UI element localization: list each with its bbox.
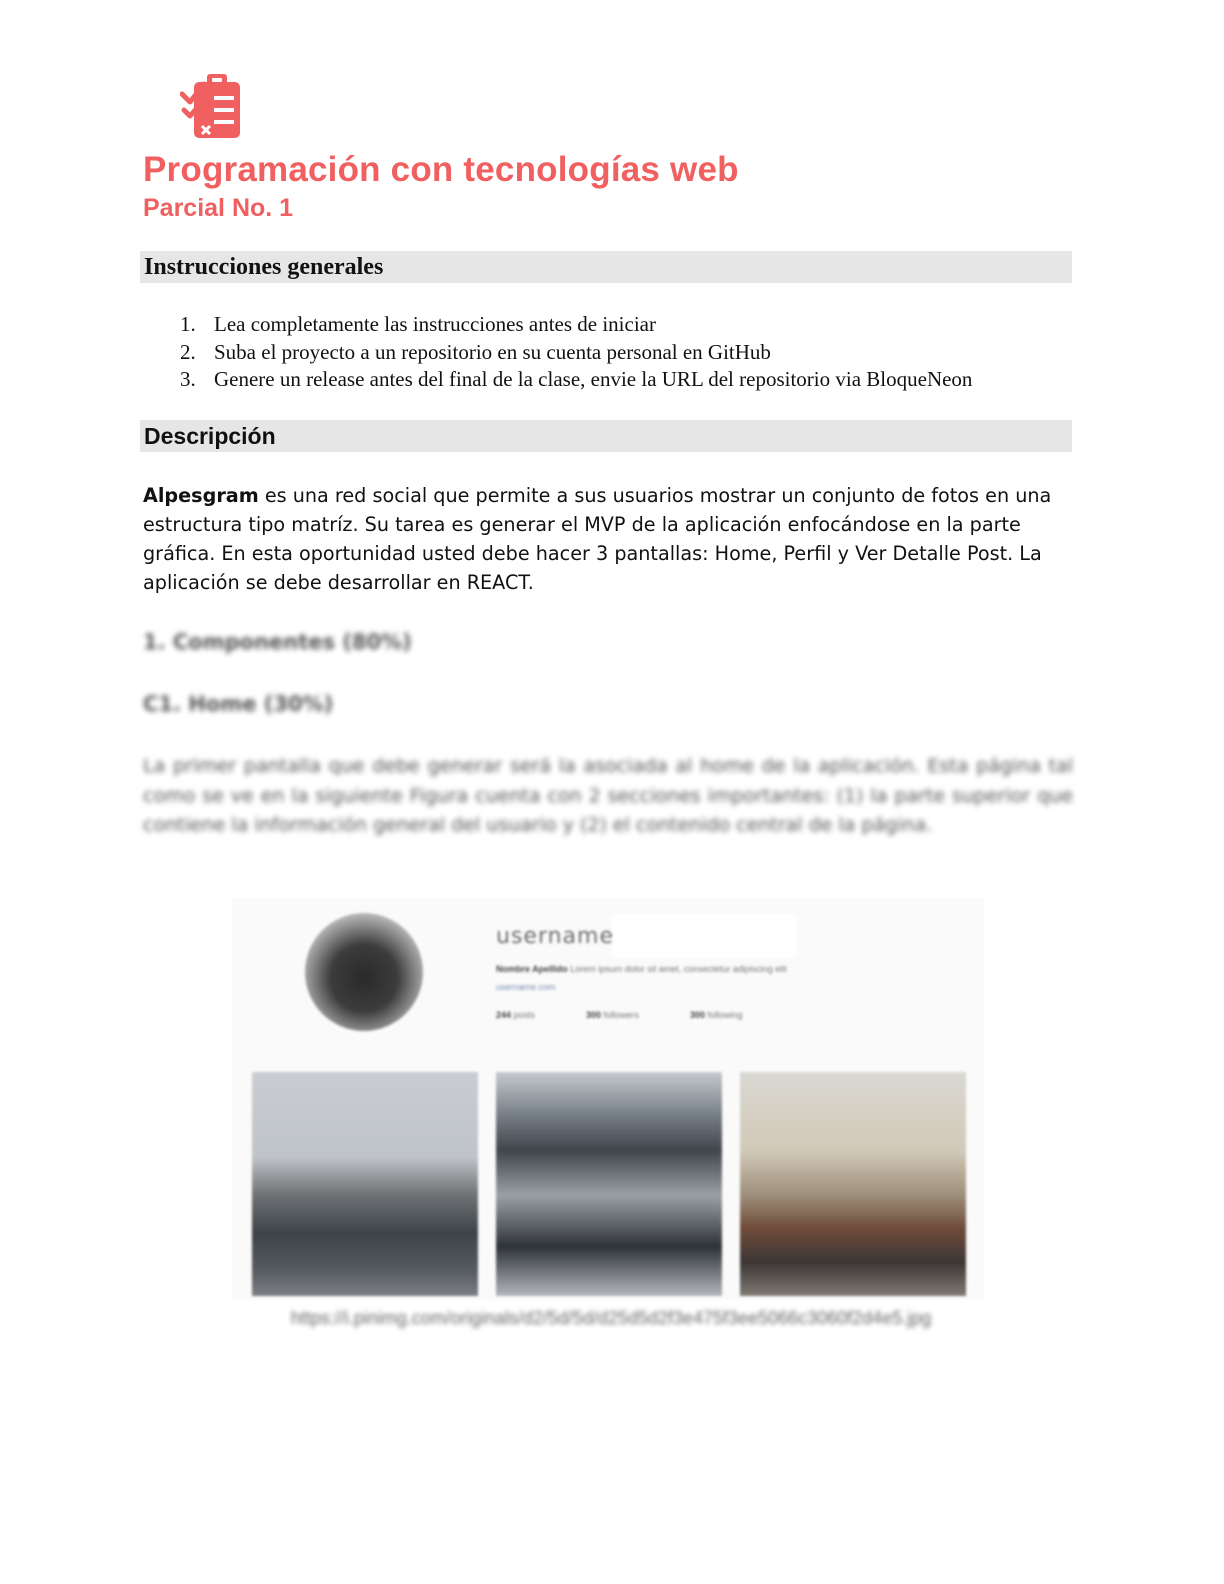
stat-label: following — [707, 1010, 743, 1020]
profile-username: username — [496, 924, 614, 949]
figure-caption: https://i.pinimg.com/originals/d2/5d/5d/d25d5d2f3e475f3ee5066c3060f2d4e5.jpg — [290, 1308, 932, 1328]
photo-thumbnail — [496, 1072, 722, 1296]
section-heading-label: Descripción — [144, 422, 276, 449]
home-heading: C1. Home (30%) — [143, 692, 334, 716]
home-paragraph: La primer pantalla que debe generar será la asociada al home de la aplicación. Esta página tal como se ve en la siguiente Figura cuenta con 2 secciones importantes: (1) la parte superior que contiene la información general del usuario y (2) el contenido central de la página. — [143, 755, 1073, 836]
stat-label: posts — [513, 1010, 536, 1020]
profile-stat-posts — [496, 1010, 535, 1020]
profile-bio-text: Lorem ipsum dolor sit amet, consectetur adipiscing elit — [570, 964, 787, 974]
section-heading-description — [140, 420, 1072, 452]
profile-mockup-figure — [232, 898, 984, 1300]
avatar — [305, 913, 423, 1031]
list-item-text: Suba el proyecto a un repositorio en su cuenta personal en GitHub — [214, 339, 771, 364]
list-item — [180, 366, 972, 394]
instructions-list — [180, 311, 972, 394]
profile-action-area — [612, 914, 796, 958]
stat-value: 244 — [496, 1010, 512, 1020]
profile-stat-followers — [586, 1010, 639, 1020]
stat-value: 300 — [586, 1010, 602, 1020]
profile-link: username.com — [496, 982, 556, 992]
list-item-text: Lea completamente las instrucciones antes de iniciar — [214, 312, 656, 336]
list-item — [180, 339, 972, 367]
stat-label: followers — [603, 1010, 640, 1020]
list-item-number: 1. — [180, 312, 196, 336]
app-name: Alpesgram — [143, 484, 259, 507]
list-item-text: Genere un release antes del final de la clase, envie la URL del repositorio via BloqueNeon — [214, 367, 973, 391]
stat-value: 300 — [690, 1010, 706, 1020]
page-subtitle: Parcial No. 1 — [143, 194, 294, 222]
section-heading-label: Instrucciones generales — [144, 253, 384, 280]
clipboard-checklist-icon — [180, 70, 252, 142]
profile-bio — [496, 964, 787, 974]
photo-thumbnail — [252, 1072, 478, 1296]
profile-bio-name: Nombre Apellido — [496, 964, 568, 974]
photo-thumbnail — [740, 1072, 966, 1296]
list-item — [180, 311, 972, 339]
list-item-number: 2. — [180, 339, 196, 364]
description-paragraph — [143, 481, 1073, 597]
section-heading-instructions — [140, 251, 1072, 283]
description-body: es una red social que permite a sus usuarios mostrar un conjunto de fotos en una estructura tipo matríz. Su tarea es generar el MVP de la aplicación enfocándose en la parte gráfica. En esta oportunidad usted debe hacer 3 pantallas: Home, Perfil y Ver Detalle Post. La aplicación se debe desarrollar en REACT. — [143, 484, 1052, 594]
components-heading: 1. Componentes (80%) — [143, 630, 412, 654]
page-title: Programación con tecnologías web — [143, 150, 739, 189]
list-item-number: 3. — [180, 367, 196, 391]
profile-stat-following — [690, 1010, 743, 1020]
